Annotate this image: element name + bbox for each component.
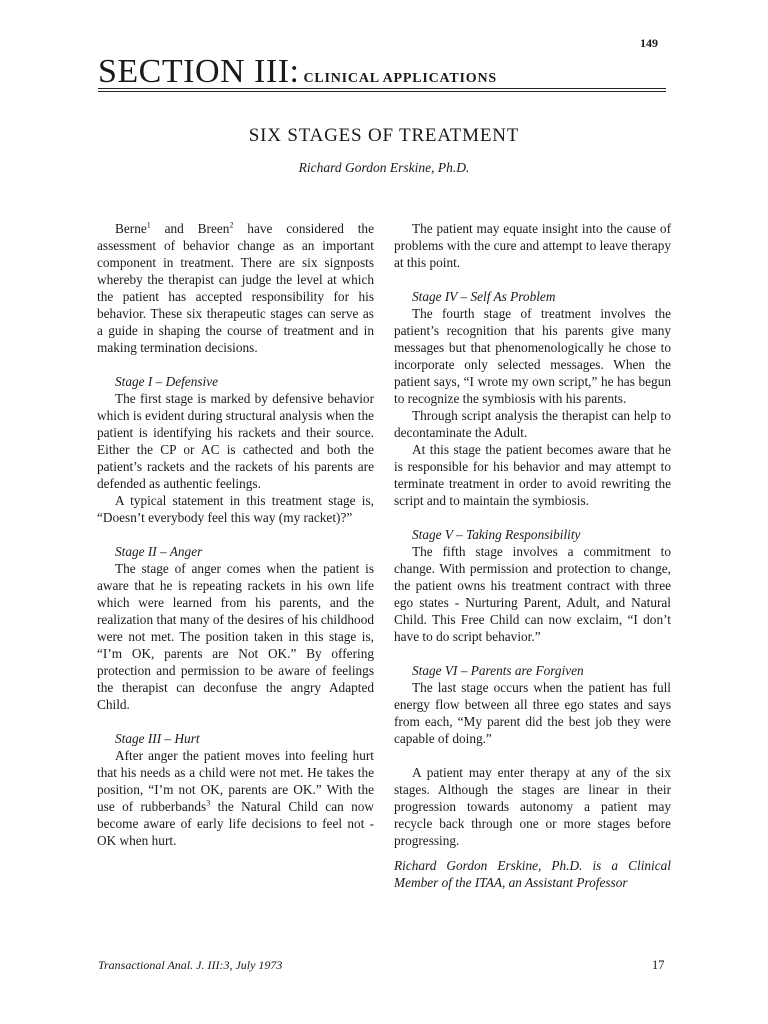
- footer-citation: Transactional Anal. J. III:3, July 1973: [98, 958, 283, 972]
- closing-paragraph: A patient may enter therapy at any of the six stages. Although the stages are linear in their progression towards autonomy a patient may recycle back through one or more stages before progressing.: [394, 765, 671, 848]
- author-bio: Richard Gordon Erskine, Ph.D. is a Clinical Member of the ITAA, an Assistant Professor: [394, 858, 671, 890]
- stage-2-paragraph: The stage of anger comes when the patient is aware that he is repeating rackets in his own life which were learned from his parents, and the realization that many of the desires of his childhood were not met. The position taken in this stage is, “I’m OK, parents are Not OK.” By offering protection and permission to be aware of feelings the therapist can deconfuse the angry Adapted Child.: [97, 561, 374, 712]
- article-title: SIX STAGES OF TREATMENT: [248, 125, 520, 146]
- stage-3-heading: Stage III – Hurt: [115, 731, 200, 746]
- right-column: [394, 220, 671, 891]
- stage-6-paragraph: The last stage occurs when the patient has full energy flow between all three ego states and says from each, “My parent did the best job they were capable of doing.”: [394, 680, 671, 746]
- stage-2-heading: Stage II – Anger: [115, 544, 203, 559]
- section-title: SECTION III:: [98, 53, 300, 90]
- intro-paragraph: Berne$^1$ and Breen$^2$ have considered the assessment of behavior change as an important component in treatment. There are six signposts whereby the therapist can judge the level at which the patient has accepted responsibility for his behavior. These six therapeutic stages can serve as a guide in shaping the course of treatment and in making termination decisions.: [97, 220, 374, 355]
- section-rule: [98, 88, 666, 89]
- section-subtitle: CLINICAL APPLICATIONS: [303, 71, 497, 86]
- section-header: [98, 55, 666, 92]
- continued-paragraph: The patient may equate insight into the cause of problems with the cure and attempt to leave therapy at this point.: [394, 221, 671, 270]
- footer-page-number: 17: [652, 958, 665, 972]
- left-column: [97, 220, 374, 849]
- stage-4-paragraph-2: Through script analysis the therapist can help to decontaminate the Adult.: [394, 408, 671, 440]
- stage-1-heading: Stage I – Defensive: [115, 374, 219, 389]
- stage-4-paragraph: The fourth stage of treatment involves the patient’s recognition that his parents give many messages but that phenomenologically he chose to incorporate only selected messages. When the patient says, “I wrote my own script,” he has begun to recognize the symbiosis with his parents.: [394, 306, 671, 406]
- page-number-top: 149: [640, 36, 658, 50]
- stage-5-paragraph: The fifth stage involves a commitment to change. With permission and protection to change, the patient owns his treatment contract with three ego states - Nurturing Parent, Adult, and Natural Child. This Free Child can now exclaim, “I don’t have to do script behavior.”: [394, 544, 671, 644]
- stage-5-heading: Stage V – Taking Responsibility: [412, 527, 581, 542]
- stage-4-paragraph-3: At this stage the patient becomes aware that he is responsible for his behavior and may attempt to terminate treatment in order to avoid rewriting the script and to maintain the symbiosis.: [394, 442, 671, 508]
- stage-1-paragraph: The first stage is marked by defensive behavior which is evident during structural analysis when the patient is identifying his rackets and their source. Either the CP or AC is cathected and both the patient’s rackets and the rackets of his parents are defended as authentic feelings.: [97, 391, 374, 491]
- stage-4-heading: Stage IV – Self As Problem: [412, 289, 556, 304]
- stage-6-heading: Stage VI – Parents are Forgiven: [412, 663, 584, 678]
- stage-3-paragraph: After anger the patient moves into feeling hurt that his needs as a child were not met. He takes the position, “I’m not OK, parents are OK.” With the use of rubberbands$^3$ the Natural Child can now become aware of early life decisions to feel not - OK when hurt.: [97, 748, 374, 848]
- stage-1-paragraph-2: A typical statement in this treatment stage is, “Doesn’t everybody feel this way (my racket)?”: [97, 493, 374, 525]
- article-author: Richard Gordon Erskine, Ph.D.: [298, 160, 470, 175]
